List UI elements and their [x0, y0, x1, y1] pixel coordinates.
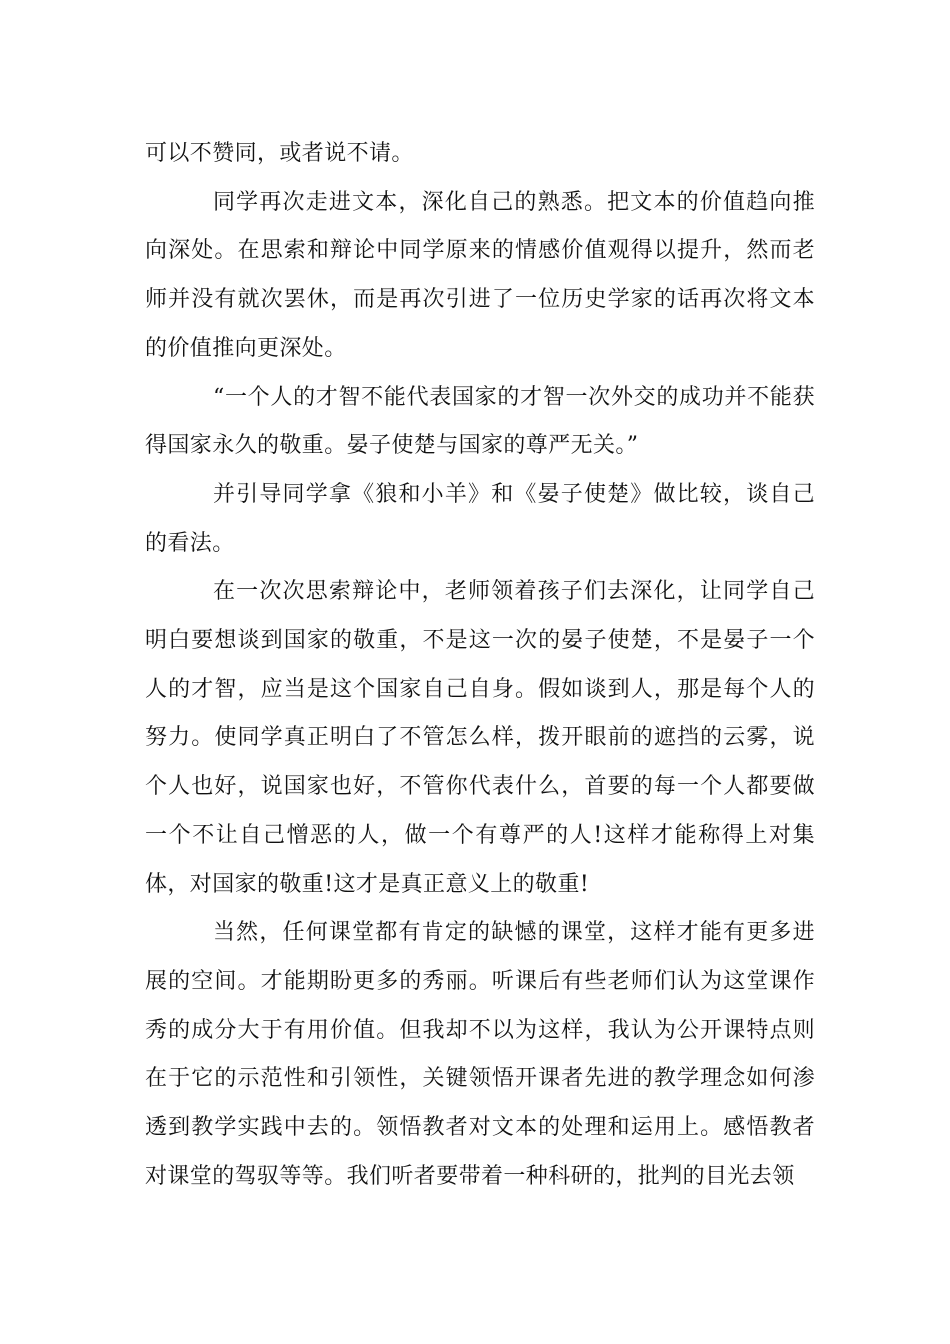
paragraph-2: 同学再次走进文本，深化自己的熟悉。把文本的价值趋向推向深处。在思索和辩论中同学原来的情感价值观得以提升，然而老师并没有就次罢休，而是再次引进了一位历史学家的话再次将文本的价值推向更深处。 [145, 189, 815, 361]
paragraph-6: 当然，任何课堂都有肯定的缺憾的课堂，这样才能有更多进展的空间。才能期盼更多的秀丽。听课后有些老师们认为这堂课作秀的成分大于有用价值。但我却不以为这样，我认为公开课特点则在于它的示范性和引领性，关键领悟开课者先进的教学理念如何渗透到教学实践中去的。领悟教者对文本的处理和运用上。感悟教者对课堂的驾驭等等。我们听者要带着一种科研的，批判的目光去领 [145, 920, 815, 1189]
document-body [145, 130, 815, 1201]
paragraph-1: 可以不赞同，或者说不请。 [145, 141, 414, 166]
paragraph-4: 并引导同学拿《狼和小羊》和《晏子使楚》做比较，谈自己的看法。 [145, 481, 815, 556]
paragraph-3-quote: “一个人的才智不能代表国家的才智一次外交的成功并不能获得国家永久的敬重。晏子使楚与国家的尊严无关。” [145, 384, 815, 459]
paragraph-5: 在一次次思索辩论中，老师领着孩子们去深化，让同学自己明白要想谈到国家的敬重，不是这一次的晏子使楚，不是晏子一个人的才智，应当是这个国家自己自身。假如谈到人，那是每个人的努力。使同学真正明白了不管怎么样，拨开眼前的遮挡的云雾，说个人也好，说国家也好，不管你代表什么，首要的每一个人都要做一个不让自己憎恶的人，做一个有尊严的人!这样才能称得上对集体，对国家的敬重!这才是真正意义上的敬重! [145, 579, 815, 897]
